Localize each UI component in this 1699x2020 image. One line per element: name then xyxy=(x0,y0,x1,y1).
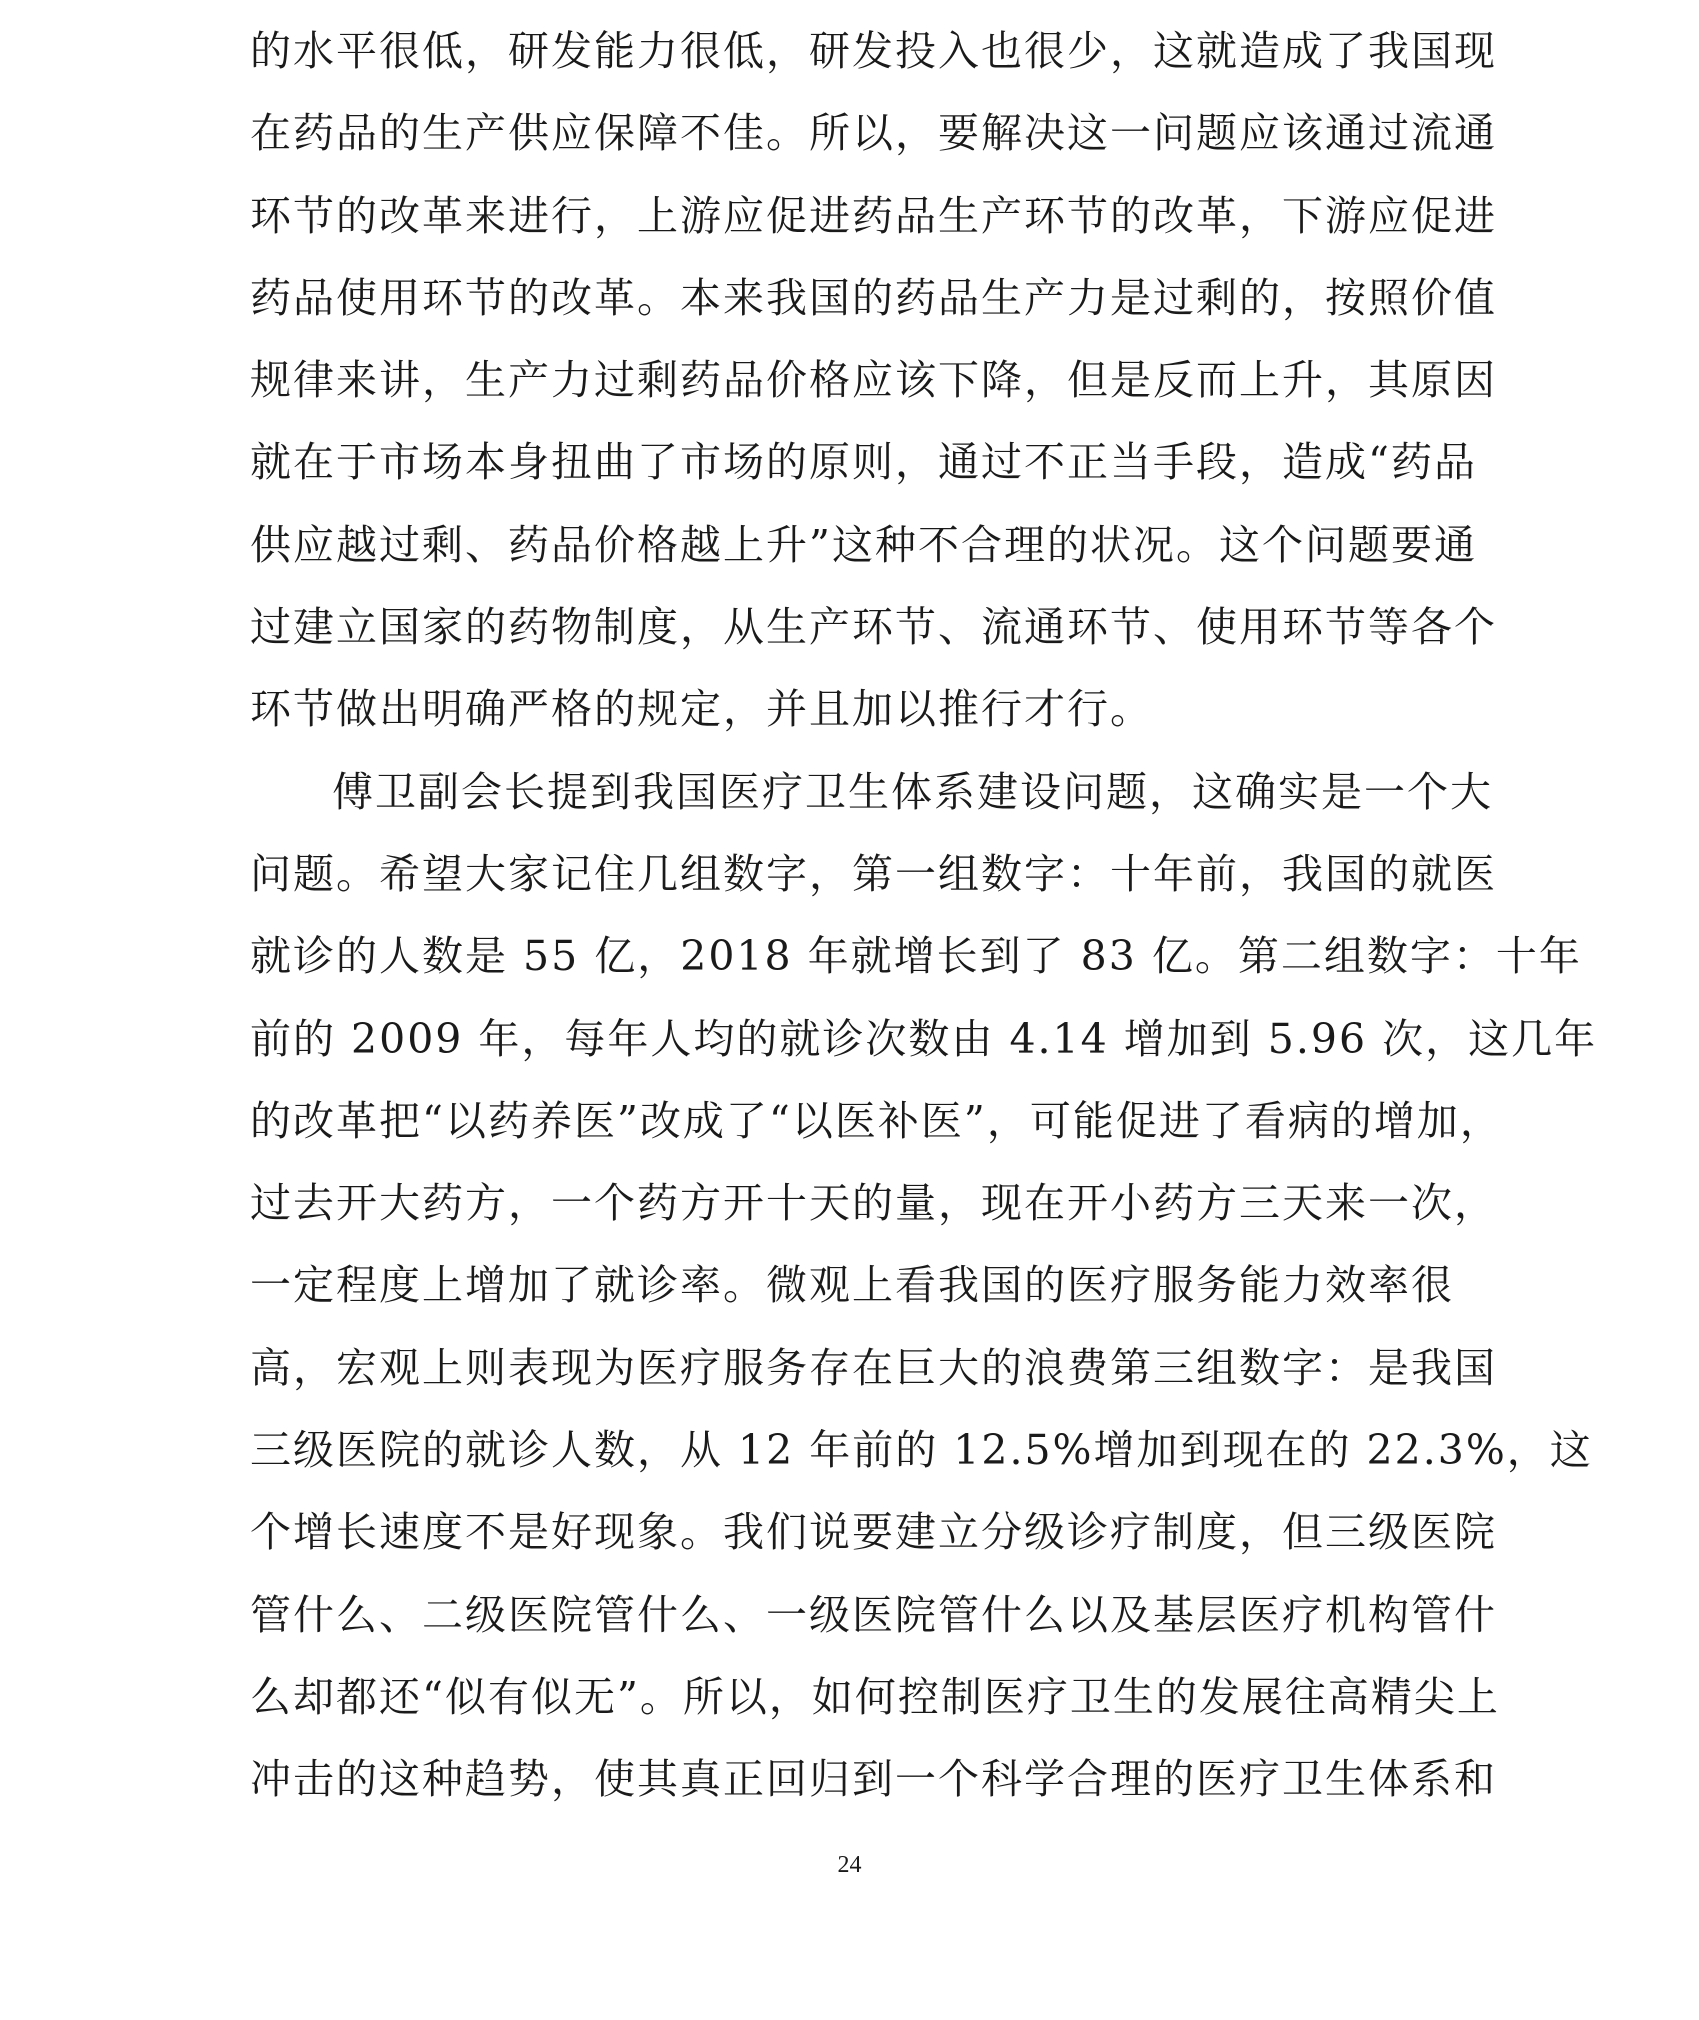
text-line: 过建立国家的药物制度，从生产环节、流通环节、使用环节等各个 xyxy=(250,603,1497,652)
text-line: 就诊的人数是 55 亿，2018 年就增长到了 83 亿。第二组数字：十年 xyxy=(250,932,1582,981)
text-line: 在药品的生产供应保障不佳。所以，要解决这一问题应该通过流通 xyxy=(250,109,1497,158)
text-line: 高，宏观上则表现为医疗服务存在巨大的浪费第三组数字：是我国 xyxy=(250,1343,1497,1392)
text-line: 一定程度上增加了就诊率。微观上看我国的医疗服务能力效率很 xyxy=(250,1261,1454,1310)
paragraph-1 xyxy=(250,10,1497,751)
text-line: 环节做出明确严格的规定，并且加以推行才行。 xyxy=(250,685,1153,734)
paragraph-2 xyxy=(250,751,1598,1821)
text-line: 管什么、二级医院管什么、一级医院管什么以及基层医疗机构管什 xyxy=(250,1590,1497,1639)
text-line: 药品使用环节的改革。本来我国的药品生产力是过剩的，按照价值 xyxy=(250,273,1497,322)
text-line: 的改革把“以药养医”改成了“以医补医”，可能促进了看病的增加， xyxy=(250,1096,1503,1145)
text-line: 规律来讲，生产力过剩药品价格应该下降，但是反而上升，其原因 xyxy=(250,356,1497,405)
text-line: 傅卫副会长提到我国医疗卫生体系建设问题，这确实是一个大 xyxy=(332,767,1493,816)
text-line: 么却都还“似有似无”。所以，如何控制医疗卫生的发展往高精尖上 xyxy=(250,1672,1500,1721)
text-line: 前的 2009 年，每年人均的就诊次数由 4.14 增加到 5.96 次，这几年 xyxy=(250,1014,1598,1063)
page-number: 24 xyxy=(837,1852,862,1878)
text-line: 供应越过剩、药品价格越上升”这种不合理的状况。这个问题要通 xyxy=(250,520,1477,569)
text-line: 个增长速度不是好现象。我们说要建立分级诊疗制度，但三级医院 xyxy=(250,1508,1497,1557)
text-line: 环节的改革来进行，上游应促进药品生产环节的改革，下游应促进 xyxy=(250,191,1497,240)
text-line: 就在于市场本身扭曲了市场的原则，通过不正当手段，造成“药品 xyxy=(250,438,1477,487)
text-line: 问题。希望大家记住几组数字，第一组数字：十年前，我国的就医 xyxy=(250,849,1497,898)
text-line: 冲击的这种趋势，使其真正回归到一个科学合理的医疗卫生体系和 xyxy=(250,1755,1497,1804)
text-line: 的水平很低，研发能力很低，研发投入也很少，这就造成了我国现 xyxy=(250,27,1497,75)
text-line: 三级医院的就诊人数，从 12 年前的 12.5%增加到现在的 22.3%，这 xyxy=(250,1426,1593,1475)
body-text xyxy=(250,10,1598,1821)
text-line: 过去开大药方，一个药方开十天的量，现在开小药方三天来一次， xyxy=(250,1179,1497,1228)
